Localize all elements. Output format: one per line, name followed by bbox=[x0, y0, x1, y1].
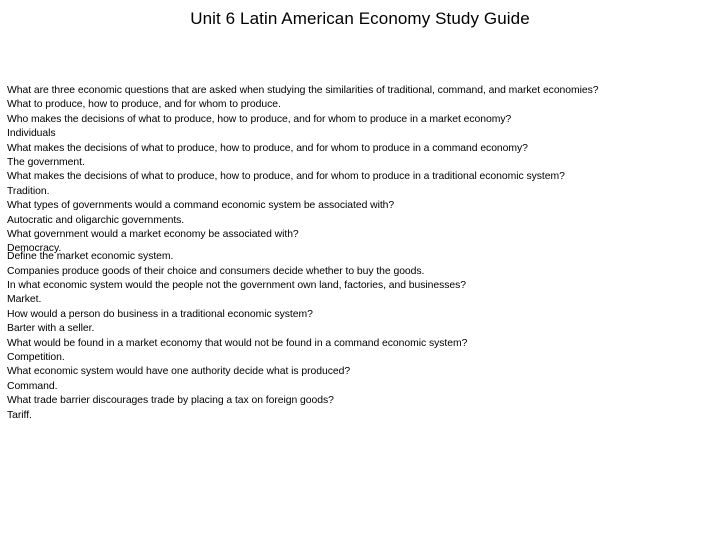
answer-7: Companies produce goods of their choice and consumers decide whether to buy the goods. bbox=[7, 265, 425, 277]
study-guide-lines bbox=[7, 84, 713, 423]
question-12: What trade barrier discourages trade by placing a tax on foreign goods? bbox=[7, 395, 334, 407]
answer-9: Barter with a seller. bbox=[7, 323, 95, 335]
question-4: What makes the decisions of what to produce, how to produce, and for whom to produce in a traditional economic system? bbox=[7, 171, 565, 183]
question-5: What types of governments would a command economic system be associated with? bbox=[7, 200, 395, 212]
answer-6: Democracy. bbox=[7, 243, 62, 255]
question-8: In what economic system would the people not the government own land, factories, and businesses? bbox=[7, 280, 467, 292]
question-3: What makes the decisions of what to produce, how to produce, and for whom to produce in a command economy? bbox=[7, 142, 528, 154]
question-2: Who makes the decisions of what to produce, how to produce, and for whom to produce in a market economy? bbox=[7, 113, 512, 125]
answer-2: Individuals bbox=[7, 128, 56, 140]
question-7: Define the market economic system. bbox=[7, 251, 174, 263]
question-1: What are three economic questions that are asked when studying the similarities of traditional, command, and market economies? bbox=[7, 85, 599, 96]
question-9: How would a person do business in a traditional economic system? bbox=[7, 308, 313, 320]
answer-11: Command. bbox=[7, 380, 58, 392]
question-6: What government would a market economy be associated with? bbox=[7, 228, 299, 240]
answer-5: Autocratic and oligarchic governments. bbox=[7, 214, 185, 226]
question-11: What economic system would have one authority decide what is produced? bbox=[7, 366, 351, 378]
page-title: Unit 6 Latin American Economy Study Guide bbox=[190, 9, 530, 28]
answer-3: The government. bbox=[7, 156, 85, 168]
answer-10: Competition. bbox=[7, 352, 65, 364]
answer-12: Tariff. bbox=[7, 409, 32, 421]
answer-8: Market. bbox=[7, 294, 42, 306]
answer-4: Tradition. bbox=[7, 185, 50, 197]
question-10: What would be found in a market economy that would not be found in a command economic system? bbox=[7, 337, 468, 349]
answer-1: What to produce, how to produce, and for whom to produce. bbox=[7, 99, 281, 111]
